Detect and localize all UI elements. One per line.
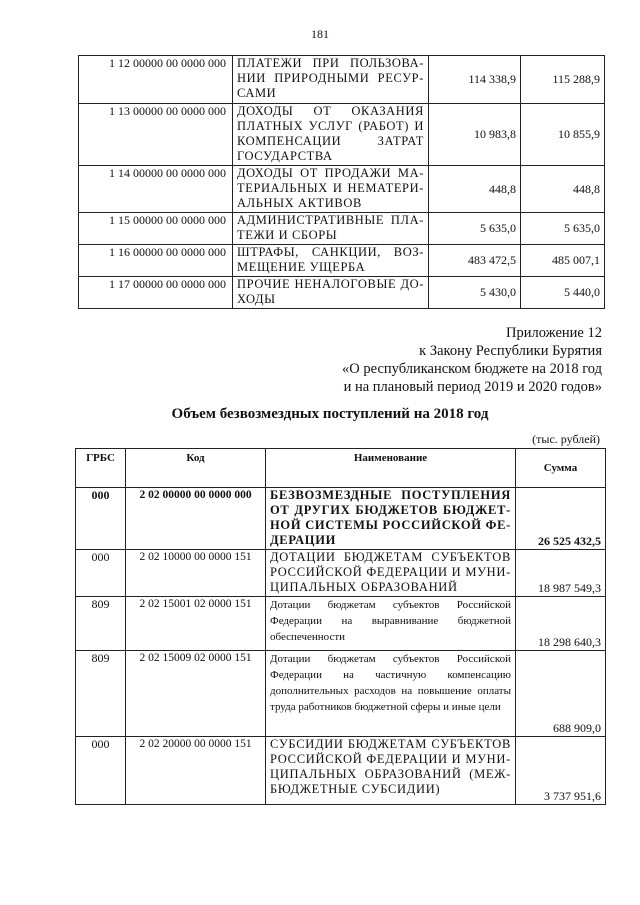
table-row bbox=[79, 245, 605, 277]
row-code: 2 02 15001 02 0000 151 bbox=[126, 597, 266, 651]
row-name: ДОХОДЫ ОТ ПРОДАЖИ МА-ТЕРИАЛЬНЫХ И НЕМАТЕРИ-АЛЬНЫХ АКТИВОВ bbox=[233, 166, 429, 213]
table-row bbox=[76, 737, 606, 805]
row-name: Дотации бюджетам субъектов Российской Федерации на выравнивание бюджетной обеспеченности bbox=[266, 597, 516, 651]
grants-table bbox=[75, 448, 606, 805]
header-grbs: ГРБС bbox=[76, 449, 126, 488]
row-grbs: 000 bbox=[76, 488, 126, 550]
table-row bbox=[76, 550, 606, 597]
row-value-2019: 10 983,8 bbox=[429, 104, 521, 166]
row-code: 2 02 10000 00 0000 151 bbox=[126, 550, 266, 597]
row-code: 1 13 00000 00 0000 000 bbox=[79, 104, 233, 166]
table-header-row bbox=[76, 449, 606, 488]
table-row bbox=[79, 277, 605, 309]
row-value-2019: 483 472,5 bbox=[429, 245, 521, 277]
row-value-2020: 5 440,0 bbox=[521, 277, 605, 309]
row-value-2019: 114 338,9 bbox=[429, 56, 521, 104]
row-name: ДОХОДЫ ОТ ОКАЗАНИЯ ПЛАТНЫХ УСЛУГ (РАБОТ) И КОМПЕНСАЦИИ ЗАТРАТ ГОСУДАРСТВА bbox=[233, 104, 429, 166]
row-grbs: 809 bbox=[76, 597, 126, 651]
appendix-line: и на плановый период 2019 и 2020 годов» bbox=[343, 379, 602, 395]
revenue-table-continued bbox=[78, 55, 605, 309]
row-sum: 18 298 640,3 bbox=[516, 597, 606, 651]
row-name: Дотации бюджетам субъектов Российской Федерации на частичную компенсацию дополнительных расходов на повышение оплаты труда работников бюджетной сферы и иные цели bbox=[266, 651, 516, 737]
header-sum: Сумма bbox=[516, 449, 606, 488]
row-code: 2 02 00000 00 0000 000 bbox=[126, 488, 266, 550]
document-title: Объем безвозмездных поступлений на 2018 год bbox=[171, 406, 489, 422]
appendix-header bbox=[272, 324, 602, 396]
row-name: БЕЗВОЗМЕЗДНЫЕ ПОСТУПЛЕНИЯ ОТ ДРУГИХ БЮДЖЕТОВ БЮДЖЕТ-НОЙ СИСТЕМЫ РОССИЙСКОЙ ФЕ-ДЕРАЦИИ bbox=[266, 488, 516, 550]
row-value-2020: 448,8 bbox=[521, 166, 605, 213]
row-value-2020: 115 288,9 bbox=[521, 56, 605, 104]
table-row bbox=[79, 56, 605, 104]
table-row bbox=[76, 488, 606, 550]
row-value-2020: 485 007,1 bbox=[521, 245, 605, 277]
row-sum: 688 909,0 bbox=[516, 651, 606, 737]
row-value-2019: 448,8 bbox=[429, 166, 521, 213]
page-number: 181 bbox=[311, 27, 329, 41]
row-value-2020: 5 635,0 bbox=[521, 213, 605, 245]
table-row bbox=[79, 213, 605, 245]
appendix-line: «О республиканском бюджете на 2018 год bbox=[342, 361, 602, 377]
header-name: Наименование bbox=[266, 449, 516, 488]
row-sum: 26 525 432,5 bbox=[516, 488, 606, 550]
appendix-line: Приложение 12 bbox=[506, 325, 602, 341]
row-code: 1 15 00000 00 0000 000 bbox=[79, 213, 233, 245]
table-row bbox=[79, 166, 605, 213]
row-name: ПЛАТЕЖИ ПРИ ПОЛЬЗОВА-НИИ ПРИРОДНЫМИ РЕСУР-САМИ bbox=[233, 56, 429, 104]
row-name: ПРОЧИЕ НЕНАЛОГОВЫЕ ДО-ХОДЫ bbox=[233, 277, 429, 309]
row-value-2019: 5 635,0 bbox=[429, 213, 521, 245]
row-code: 2 02 15009 02 0000 151 bbox=[126, 651, 266, 737]
row-value-2019: 5 430,0 bbox=[429, 277, 521, 309]
units-label: (тыс. рублей) bbox=[532, 432, 600, 446]
row-name: ДОТАЦИИ БЮДЖЕТАМ СУБЪЕКТОВ РОССИЙСКОЙ ФЕДЕРАЦИИ И МУНИ-ЦИПАЛЬНЫХ ОБРАЗОВАНИЙ bbox=[266, 550, 516, 597]
row-grbs: 809 bbox=[76, 651, 126, 737]
row-code: 1 12 00000 00 0000 000 bbox=[79, 56, 233, 104]
appendix-line: к Закону Республики Бурятия bbox=[419, 343, 602, 359]
header-code: Код bbox=[126, 449, 266, 488]
row-grbs: 000 bbox=[76, 550, 126, 597]
row-sum: 18 987 549,3 bbox=[516, 550, 606, 597]
row-name: ШТРАФЫ, САНКЦИИ, ВОЗ-МЕЩЕНИЕ УЩЕРБА bbox=[233, 245, 429, 277]
row-code: 2 02 20000 00 0000 151 bbox=[126, 737, 266, 805]
row-code: 1 16 00000 00 0000 000 bbox=[79, 245, 233, 277]
row-value-2020: 10 855,9 bbox=[521, 104, 605, 166]
row-sum: 3 737 951,6 bbox=[516, 737, 606, 805]
table-row bbox=[79, 104, 605, 166]
row-code: 1 17 00000 00 0000 000 bbox=[79, 277, 233, 309]
row-name: СУБСИДИИ БЮДЖЕТАМ СУБЪЕКТОВ РОССИЙСКОЙ ФЕДЕРАЦИИ И МУНИ-ЦИПАЛЬНЫХ ОБРАЗОВАНИЙ (МЕЖ-БЮДЖЕТНЫЕ СУБСИДИИ) bbox=[266, 737, 516, 805]
row-code: 1 14 00000 00 0000 000 bbox=[79, 166, 233, 213]
row-name: АДМИНИСТРАТИВНЫЕ ПЛА-ТЕЖИ И СБОРЫ bbox=[233, 213, 429, 245]
row-grbs: 000 bbox=[76, 737, 126, 805]
table-row bbox=[76, 651, 606, 737]
table-row bbox=[76, 597, 606, 651]
